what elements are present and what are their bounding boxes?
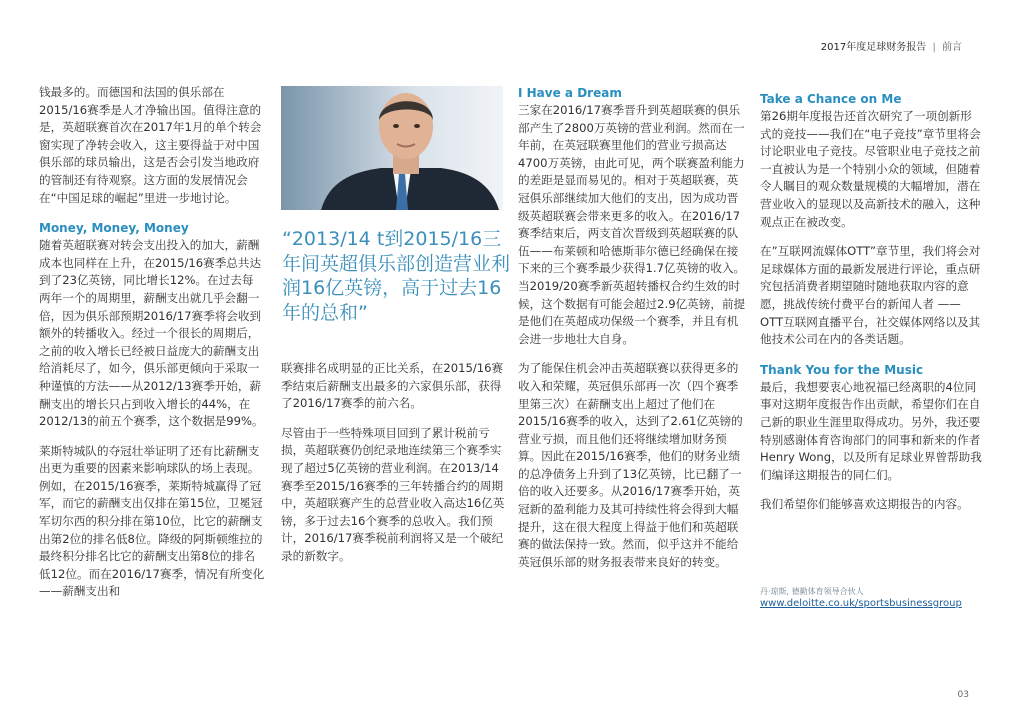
- col4-paragraph-1: 第26期年度报告还首次研究了一项创新形式的竞技——我们在“电子竞技”章节里将会讨论职业电子竞技。尽管职业电子竞技之前一直被认为是一个特别小众的领域，但随着令人瞩目的观众数量规模的大幅增加，潜在营业收入的显现以及高新技术的融入，这种观点正在被改变。: [760, 109, 981, 229]
- pull-quote: “2013/14 t到2015/16三年间英超俱乐部创造营业利润16亿英镑，高于过去16年的总和”: [282, 228, 511, 324]
- col3-paragraph-2: 为了能保住机会冲击英超联赛以获得更多的收入和荣耀，英冠俱乐部再一次（四个赛季里第三次）在薪酬支出上超过了他们在2015/16赛季的收入，达到了2.61亿英镑的营业亏损，而且他们还将继续增加财务预算。因此在2015/16赛季，他们的财务业绩的总净债务上升到了13亿英镑，比已翻了一倍的收入还要多。从2016/17赛季开始，英冠新的盈利能力及其可持续性将会得到大幅提升，这在很大程度上得益于他们和英超联赛的做法保持一致。然而，似乎这并不能给英冠俱乐部的财务报表带来良好的转变。: [518, 361, 743, 569]
- col1-paragraph-1: 钱最多的。而德国和法国的俱乐部在2015/16赛季是人才净输出国。值得注意的是，英超联赛首次在2017年1月的单个转会窗实现了净转会收入，这主要得益于对中国俱乐部的球员输出，这是否会引发当地政府的管制还有待观察。这方面的发展情况会在“中国足球的崛起”里进一步地讨论。: [39, 85, 262, 205]
- heading-chance: Take a Chance on Me: [760, 92, 902, 106]
- page-number: 03: [957, 690, 969, 700]
- col2-paragraph-2: 尽管由于一些特殊项目回到了累计税前亏损，英超联赛仍创纪录地连续第三个赛季实现了超过5亿英镑的营业利润。在2013/14赛季至2015/16赛季的三年转播合约的周期中，英超联赛产生的总营业收入高达16亿英镑，多于过去16个赛季的总收入。我们预计，2016/17赛季税前利润将又是一个破纪录的新数字。: [281, 425, 505, 563]
- col1-paragraph-2: 随着英超联赛对转会支出投入的加大，薪酬成本也同样在上升，在2015/16赛季总共达到了23亿英镑，同比增长12%。在过去每两年一个的周期里，薪酬支出就几乎会翻一倍，因为俱乐部预期2016/17赛季将会收到额外的转播收入。经过一个很长的周期后，之前的收入增长已经被日益庞大的薪酬支出给消耗尽了，如今，俱乐部更倾向于采取一种谨慎的方法——从2012/13赛季开始，薪酬支出的增长只占到收入增长的44%，在2012/13的前五个赛季，这个数据是99%。: [39, 238, 264, 429]
- col4-paragraph-4: 我们希望你们能够喜欢这期报告的内容。: [760, 497, 969, 512]
- heading-thanks: Thank You for the Music: [760, 362, 924, 377]
- sports-business-link[interactable]: www.deloitte.co.uk/sportsbusinessgroup: [760, 598, 962, 609]
- author-signature: 丹·琼斯, 德勤体育领导合伙人: [760, 587, 864, 596]
- col3-paragraph-1: 三家在2016/17赛季晋升到英超联赛的俱乐部产生了2800万英镑的营业利润。然而在一年前，在英冠联赛里他们的营业亏损高达4700万英镑，由此可见，两个联赛盈利能力的差距是显而易见的。相对于英超联赛，英冠俱乐部继续加大他们的支出，因为成功晋级英超联赛会带来更多的收入。在2016/17赛季结束后，两支首次晋级到英超联赛的队伍——布莱顿和哈德斯菲尔德已经确保在接下来的三个赛季最少获得1.7亿英镑的收入。当2019/20赛季新英超转播权合约生效的时候，这个数据有可能会超过2.9亿英镑，前提是他们在英超成功保级一个赛季，并且有机会进一步地壮大自身。: [518, 103, 746, 346]
- portrait-photo: [281, 86, 503, 210]
- header-separator: |: [932, 42, 936, 53]
- report-header: [821, 38, 962, 53]
- col4-paragraph-2: 在”互联网流媒体OTT”章节里，我们将会对足球媒体方面的最新发展进行评论，重点研究包括消费者期望随时随地获取内容的意愿，挑战传统付费平台的新闻人者 ——OTT互联网直播平台，社交媒体网络以及其他技术公司在内的各类话题。: [760, 244, 981, 347]
- col2-paragraph-1: 联赛排名成明显的正比关系，在2015/16赛季结束后薪酬支出最多的六家俱乐部，获得了2016/17赛季的前六名。: [281, 361, 504, 411]
- heading-money: Money, Money, Money: [39, 221, 189, 236]
- column-3: [518, 84, 746, 583]
- section-name: 前言: [942, 42, 962, 53]
- col4-paragraph-3: 最后，我想要衷心地祝福已经离职的4位同事对这期年度报告作出贡献，希望你们在自己新的职业生涯里取得成功。另外，我还要特别感谢体育咨询部门的同事和新来的作者Henry Wong，以及所有足球业界曾帮助我们编译这期报告的同仁们。: [760, 379, 982, 482]
- column-2: [281, 360, 509, 578]
- report-title: 2017年度足球财务报告: [820, 42, 927, 53]
- heading-dream: I Have a Dream: [518, 86, 622, 100]
- column-4: [760, 90, 982, 526]
- column-1: [39, 84, 265, 613]
- col1-paragraph-3: 莱斯特城队的夺冠壮举证明了还有比薪酬支出更为重要的因素来影响球队的场上表现。例如，在2015/16赛季，莱斯特城赢得了冠军，而它的薪酬支出仅排在第15位，卫冕冠军切尔西的积分排在第10位，比它的薪酬支出第2位的排名低8位。降级的阿斯顿维拉的最终积分排名比它的薪酬支出第8位的排名低12位。而在2016/17赛季，情况有所变化——薪酬支出和: [39, 443, 265, 599]
- portrait-image: [281, 86, 503, 210]
